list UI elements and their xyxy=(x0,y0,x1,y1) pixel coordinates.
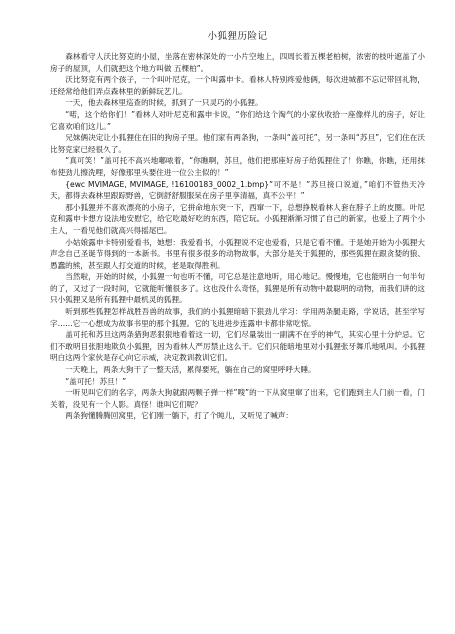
paragraph: “真可笑！”盖可托不高兴地嘟哝着，“你瞧啊，苏旦，他们把那座好房子给狐狸住了！你瞧，你瞧，还用抹布使劲儿擦洗哩，好像那里头要住进一位公主似的！” xyxy=(50,156,425,177)
paragraph: 一听见叫它们的名字，两条大狗就跟两颗子弹一样”嗖”的一下从窝里窜了出来，它们跑到主人门前一看，门关着，没见有一个人影。真怪！谁叫它们呢？ xyxy=(50,388,425,409)
document-body xyxy=(50,51,425,422)
paragraph: 听到那些狐狸怎样战胜吾兽的故事，我们的小狐狸暗暗下狠劲儿学习：学用两条腿走路，学说话，甚至学写字……它一心想成为故事书里的那个狐狸。它的飞进进步连露申卡都非常吃惊。 xyxy=(50,307,425,328)
paragraph: 当然啦，开始的时候，小狐狸一句也听不懂，可它总是注意地听，用心地记。慢慢地，它也能明白一句半句的了，又过了一段时间，它就能听懂很多了。这也没什么奇怪，狐狸是所有动物中最聪明的动物，而我们讲的这只小狐狸又是所有狐狸中最机灵的狐狸。 xyxy=(50,272,425,305)
paragraph: “喏，这个给你们！”看林人对叶尼克和露申卡说，“你们给这个淘气的小家伙收拾一座像样儿的房子，好让它喜欢咱们这儿。” xyxy=(50,109,425,131)
paragraph: 那小狐狸并不喜欢漂亮的小房子，它拼命地东突一下，西窜一下，总想挣脱看林人套在脖子上的皮圈。叶尼克和露申卡想方设法地安慰它，给它吃最好吃的东西，陪它玩。小狐狸渐渐习惯了自己的新家，也爱上了两个小主人，一看见他们就高兴得摇尾巴。 xyxy=(50,202,425,235)
paragraph: 兄妹俩决定让小狐狸住在旧的狗房子里。他们家有两条狗，一条叫“盖可托”，另一条叫“苏旦”，它们住在沃比努克家已经很久了。 xyxy=(50,133,425,154)
paragraph: 一天晚上，两条大狗干了一整天活，累得要死，躺在自己的窝里呼呼大睡。 xyxy=(65,365,316,375)
paragraph: 一天，他去森林里巡查的时候，抓到了一只灵巧的小狐狸。 xyxy=(65,98,263,108)
paragraph: 沃比努克有两个孩子，一个叫叶尼克，一个叫露申卡。看林人特别疼爱他俩，每次进城都不忘记带回礼物，还经常给他们弄点森林里的新鲜玩艺儿。 xyxy=(50,75,425,96)
paragraph: “盖可托！苏旦！” xyxy=(65,376,127,386)
paragraph: 小姑娘露申卡特别爱看书，她想：我爱看书，小狐狸说不定也爱看，只是它看不懂。于是她开始为小狐狸大声念自己圣诞节得到的一本新书。书里有很多很多的动物故事，大部分是关于狐狸的，那些狐狸在跟贪婪的狼、愚蠢的熊，甚至跟人打交道的时候，老是取得胜利。 xyxy=(50,237,425,270)
paragraph: 盖可托和苏旦这两条猎狗恶狠狠地看着这一切，它们尽量装出一副满不在乎的神气，其实心里十分炉忌。它们不敢明目张胆地欺负小狐狸，因为看林人严厉禁止这么干。它们只能暗地里对小狐狸张牙舞爪地吼叫。小狐狸明白这两个家伙是存心向它示威，决定教训教训它们。 xyxy=(50,330,425,363)
page-title: 小狐狸历险记 xyxy=(207,31,268,42)
paragraph: 森林看守人沃比努克的小屋，坐落在密林深处的一小片空地上，四周长着五棵老柏树，浓密的枝叶遮盖了小房子的屋顶，人们就把这个地方叫做 五棵柏”。 xyxy=(50,52,425,73)
paragraph: {ewc MVIMAGE, MVIMAGE, !16100183_0002_1.bmp}”可不是！”苏旦接口说道，”咱们不管热天冷天，都得去森林里跟踪野兽，它倒舒舒服服呆在房子里享清福，真不公平！” xyxy=(50,179,425,201)
paragraph: 两条狗懂腾腾回窝里，它们刚一躺下，打了个盹儿，又听见了喊声： xyxy=(65,411,293,421)
